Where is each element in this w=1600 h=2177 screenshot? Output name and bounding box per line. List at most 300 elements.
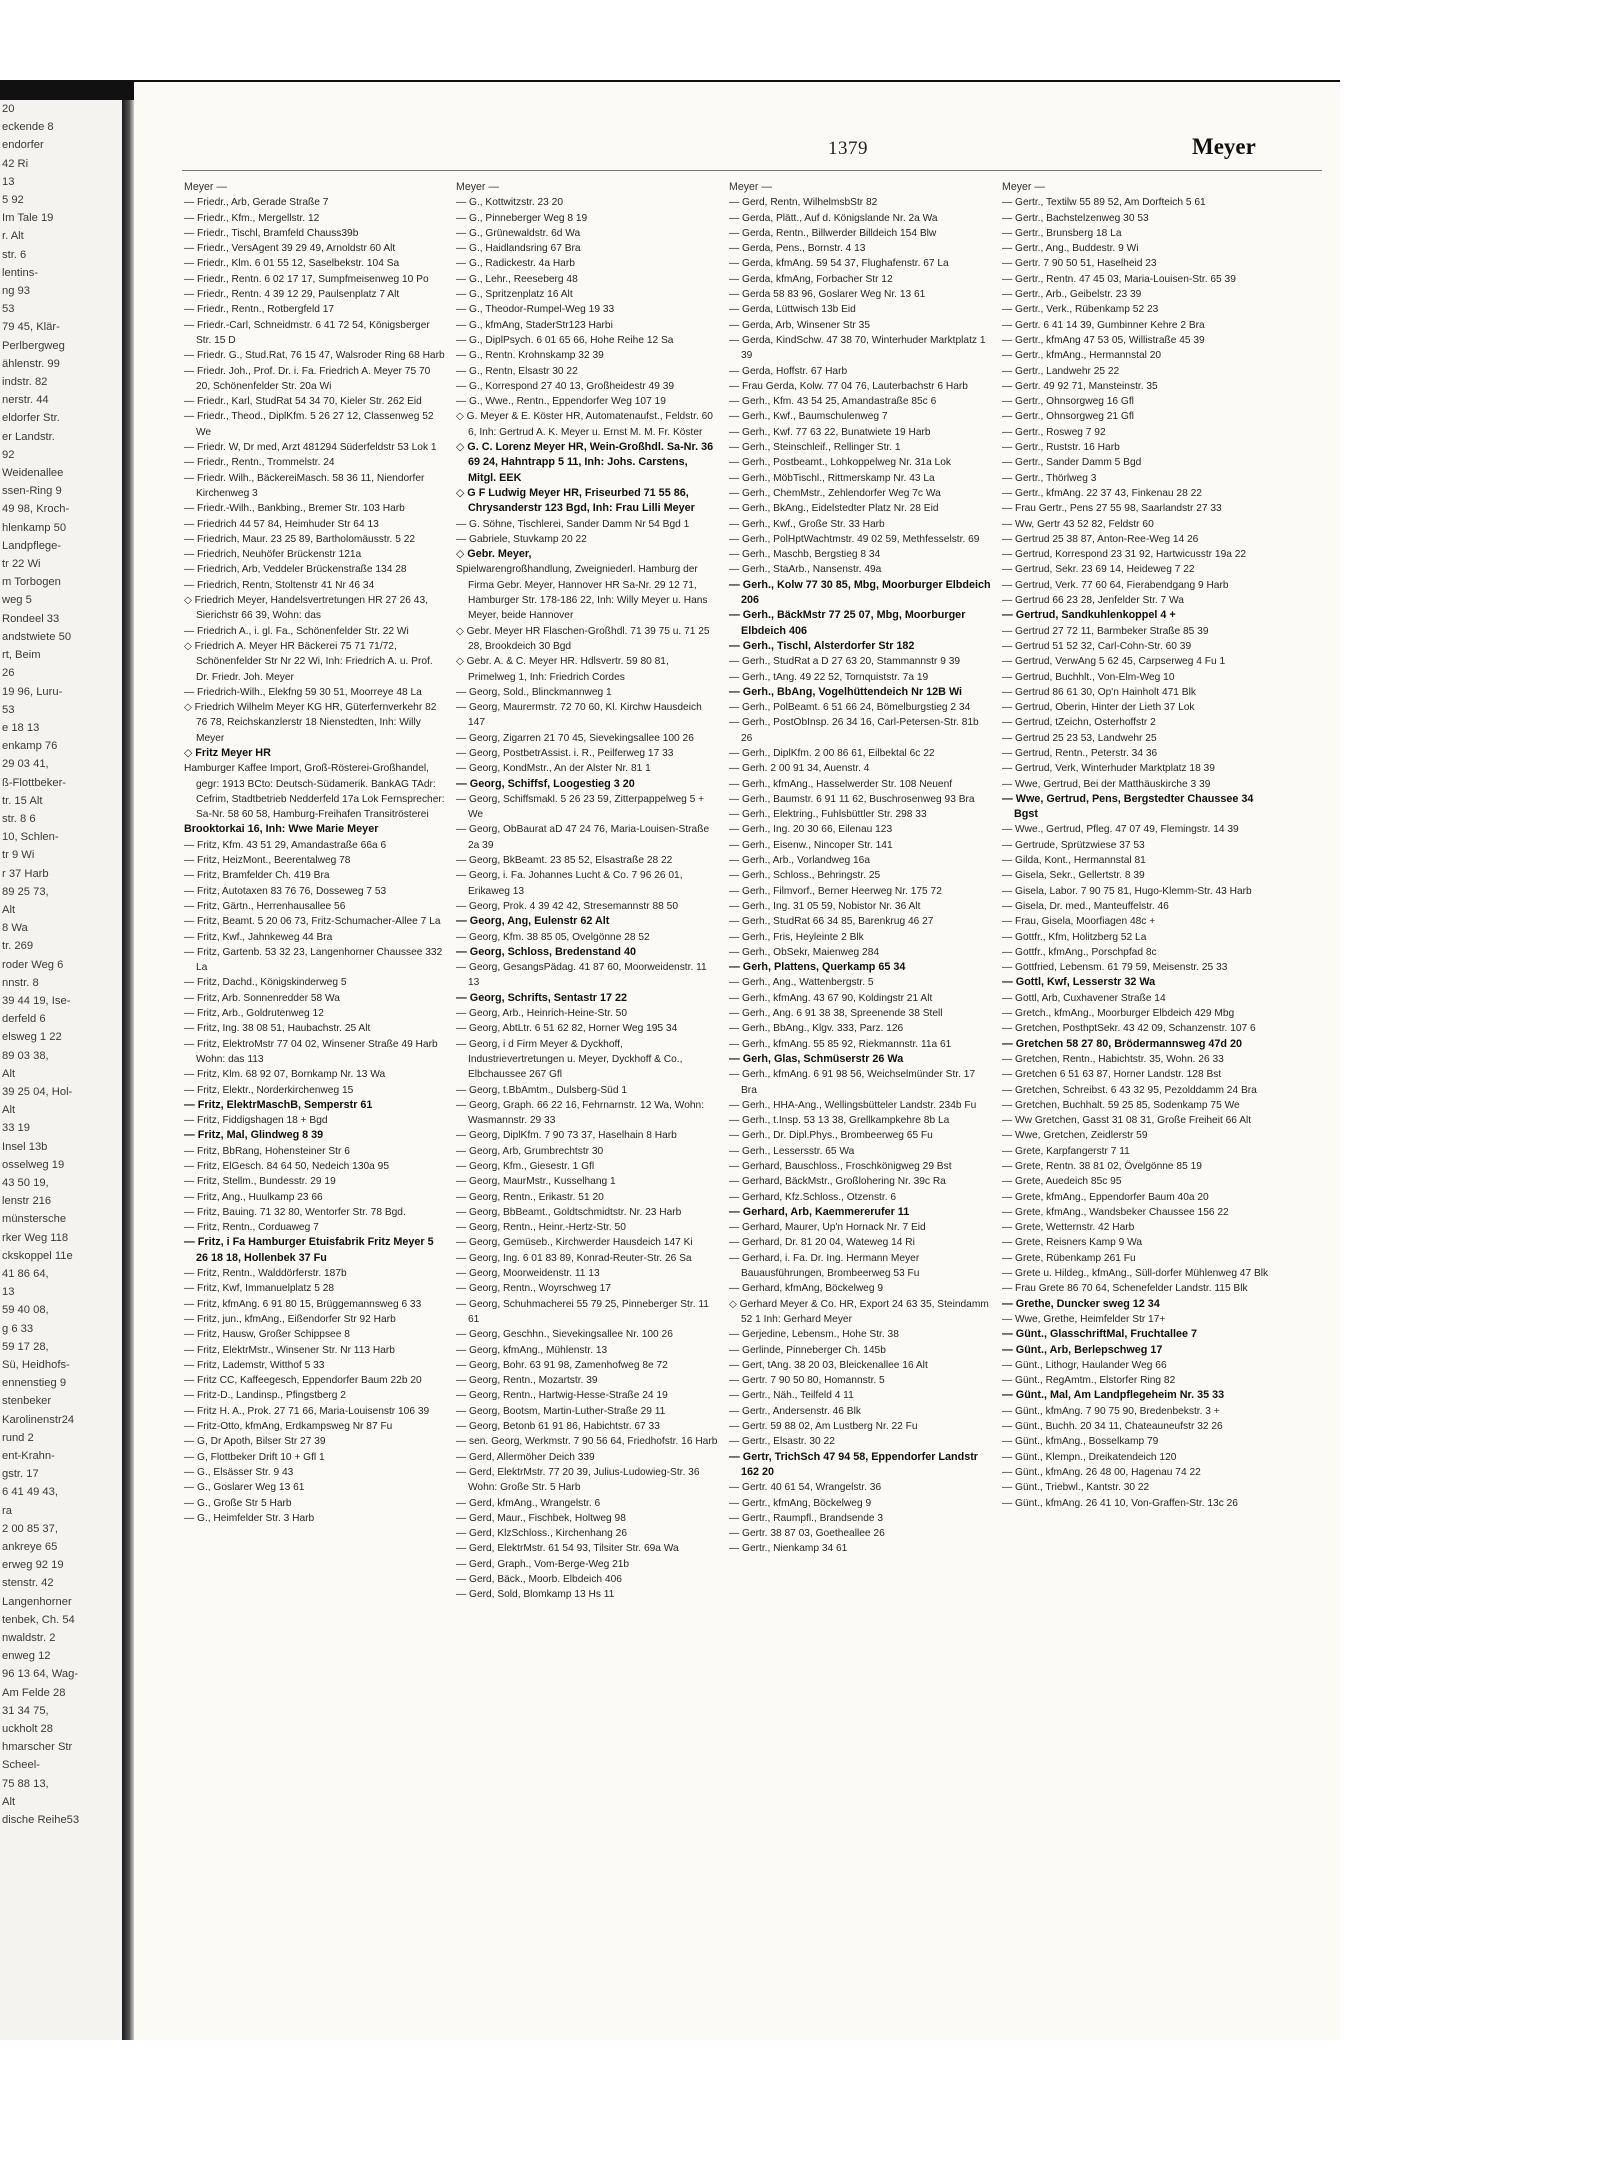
directory-entry: — Georg, PostbetrAssist. i. R., Peilferweg 17 33 bbox=[456, 747, 674, 759]
directory-entry: — Fritz, BbRang, Hohensteiner Str 6 bbox=[184, 1145, 350, 1157]
directory-entry: — Friedr., Kfm., Mergellstr. 12 bbox=[184, 212, 320, 224]
directory-entry: — Georg, Rentn., Woyrschweg 17 bbox=[456, 1283, 611, 1295]
directory-entry: — G., kfmAng, StaderStr123 Harbi bbox=[456, 319, 613, 331]
directory-entry: — Gerh., HHA-Ang., Wellingsbütteler Landstr. 234b Fu bbox=[729, 1099, 977, 1111]
directory-entry: — Gertr., Sander Damm 5 Bgd bbox=[1002, 457, 1142, 469]
directory-entry: — Fritz, Gartenb. 53 32 23, Langenhorner Chaussee 332 La bbox=[184, 946, 443, 974]
directory-entry: — Georg, Ing. 6 01 83 89, Konrad-Reuter-Str. 26 Sa bbox=[456, 1252, 692, 1264]
directory-entry: — Grete, Auedeich 85c 95 bbox=[1002, 1176, 1122, 1188]
directory-entry: — Fritz, Elektr., Norderkirchenweg 15 bbox=[184, 1084, 354, 1096]
directory-entry: — Gerh., Lessersstr. 65 Wa bbox=[729, 1145, 855, 1157]
facing-page-fragment: nwaldstr. 2 bbox=[2, 1632, 56, 1645]
directory-entry: — Gerd, Graph., Vom-Berge-Weg 21b bbox=[456, 1558, 630, 1570]
directory-column-1 bbox=[184, 180, 446, 2030]
directory-entry: — Gerh., Postbeamt., Lohkoppelweg Nr. 31a Lok bbox=[729, 457, 951, 469]
directory-entry: — Fritz CC, Kaffeegesch, Eppendorfer Baum 22b 20 bbox=[184, 1375, 422, 1387]
facing-page-fragment: gstr. 17 bbox=[2, 1468, 39, 1481]
directory-entry: — Gretch., kfmAng., Moorburger Elbdeich 429 Mbg bbox=[1002, 1008, 1235, 1020]
directory-entry: — Gerh., Kfm. 43 54 25, Amandastraße 85c 6 bbox=[729, 396, 937, 408]
facing-page-fragment: r. Alt bbox=[2, 230, 24, 243]
facing-page-fragment: 96 13 64, Wag- bbox=[2, 1668, 79, 1681]
directory-entry: — Gertrud, Verk. 77 60 64, Fierabendgang 9 Harb bbox=[1002, 579, 1229, 591]
facing-page-fragment: erweg 92 19 bbox=[2, 1559, 64, 1572]
directory-entry: — Fritz, ElektrMaschB, Semperstr 61 bbox=[184, 1098, 373, 1111]
directory-entry: — Georg, Ang, Eulenstr 62 Alt bbox=[456, 915, 610, 928]
directory-entry: — Ww, Gertr 43 52 82, Feldstr 60 bbox=[1002, 518, 1154, 530]
facing-page-fragment: ssen-Ring 9 bbox=[2, 485, 62, 498]
directory-entry: — Gertr., Nienkamp 34 61 bbox=[729, 1543, 848, 1555]
directory-entry: Brooktorkai 16, Inh: Wwe Marie Meyer bbox=[184, 823, 379, 836]
directory-entry: — Fritz, Beamt. 5 20 06 73, Fritz-Schumacher-Allee 7 La bbox=[184, 916, 441, 928]
directory-entry: — Wwe, Gertrud, Bei der Matthäuskirche 3 39 bbox=[1002, 778, 1211, 790]
directory-entry: — Friedr., Theod., DiplKfm. 5 26 27 12, Classenweg 52 We bbox=[184, 411, 434, 438]
directory-entry: ◇ G. Meyer & E. Köster HR, Automatenaufst., Feldstr. 60 6, Inh: Gertrud A. K. Meyer u. Ernst M. M. Fr. Köster bbox=[456, 411, 713, 438]
facing-page-fragment: 2 00 85 37, bbox=[2, 1522, 58, 1535]
directory-entry: — Grete, Rübenkamp 261 Fu bbox=[1002, 1252, 1136, 1264]
directory-entry: — Georg, Schuhmacherei 55 79 25, Pinneberger Str. 11 61 bbox=[456, 1298, 709, 1325]
directory-entry: — Friedr., Arb, Gerade Straße 7 bbox=[184, 197, 329, 209]
facing-page-fragment: 20 bbox=[2, 103, 15, 115]
directory-entry: — Gerh., Tischl, Alsterdorfer Str 182 bbox=[729, 639, 915, 652]
directory-entry: — Gertr., Elsastr. 30 22 bbox=[729, 1436, 835, 1448]
facing-page-fragment: rker Weg 118 bbox=[2, 1231, 69, 1244]
facing-page-fragment: 59 17 28, bbox=[2, 1340, 49, 1353]
facing-page-fragment: endorfer bbox=[2, 139, 44, 152]
column-header: Meyer — bbox=[729, 181, 772, 193]
directory-entry: — Fritz, HeizMont., Beerentalweg 78 bbox=[184, 855, 351, 867]
facing-page-fragment: 26 bbox=[2, 667, 15, 680]
directory-entry: — Grethe, Duncker sweg 12 34 bbox=[1002, 1297, 1160, 1310]
directory-entry: — Fritz, ElGesch. 84 64 50, Nedeich 130a 95 bbox=[184, 1161, 389, 1172]
facing-page-fragment: ckskoppel 11e bbox=[2, 1249, 73, 1262]
directory-entry: — Gertr, TrichSch 47 94 58, Eppendorfer Landstr 162 20 bbox=[729, 1450, 979, 1478]
directory-entry: ◇ Gebr. Meyer HR Flaschen-Großhdl. 71 39 75 u. 71 25 28, Brookdeich 30 Bgd bbox=[456, 625, 710, 652]
directory-entry: — Fritz, Stellm., Bundesstr. 29 19 bbox=[184, 1176, 336, 1188]
directory-entry: — Georg, AbtLtr. 6 51 62 82, Horner Weg 195 34 bbox=[456, 1023, 678, 1035]
directory-entry: — Fritz, Autotaxen 83 76 76, Dosseweg 7 53 bbox=[184, 885, 387, 897]
directory-entry: — Gerh., Ang. 6 91 38 38, Spreenende 38 Stell bbox=[729, 1008, 943, 1020]
facing-page-fragment: dische Reihe53 bbox=[2, 1814, 80, 1827]
directory-entry: — Grete, kfmAng., Eppendorfer Baum 40a 20 bbox=[1002, 1191, 1209, 1203]
facing-page-fragment: tr 22 Wi bbox=[2, 558, 41, 571]
directory-entry: — Gerh., StudRat 66 34 85, Barenkrug 46 27 bbox=[729, 916, 934, 928]
directory-entry: — G., Radickestr. 4a Harb bbox=[456, 258, 575, 270]
directory-entry: — Grete, Wetternstr. 42 Harb bbox=[1002, 1222, 1135, 1234]
directory-entry: — G., Wwe., Rentn., Eppendorfer Weg 107 19 bbox=[456, 396, 666, 408]
directory-column-2 bbox=[456, 180, 718, 2030]
facing-page-fragment: tenbek, Ch. 54 bbox=[2, 1613, 75, 1626]
directory-entry: — Gerd, ElektrMstr. 61 54 93, Tilsiter Str. 69a Wa bbox=[456, 1543, 679, 1555]
directory-entry: — Fritz, Arb., Goldrutenweg 12 bbox=[184, 1008, 324, 1020]
directory-entry: — Fritz-Otto, kfmAng, Erdkampsweg Nr 87 Fu bbox=[184, 1421, 393, 1433]
facing-page-fragment: 41 86 64, bbox=[2, 1268, 49, 1280]
directory-entry: — Gertrud, Buchhlt., Von-Elm-Weg 10 bbox=[1002, 671, 1175, 683]
directory-entry: — Friedr. Joh., Prof. Dr. i. Fa. Friedrich A. Meyer 75 70 20, Schönenfelder Str. 20a Wi bbox=[184, 365, 431, 392]
directory-entry: — Frau, Gisela, Moorfiagen 48c + bbox=[1002, 916, 1156, 928]
facing-page-fragment: rund 2 bbox=[2, 1431, 34, 1444]
directory-entry: — Gertr., Bachstelzenweg 30 53 bbox=[1002, 212, 1149, 224]
directory-entry: — Gertrud 51 52 32, Carl-Cohn-Str. 60 39 bbox=[1002, 640, 1192, 652]
directory-entry: — Günt., Arb, Berlepschweg 17 bbox=[1002, 1343, 1163, 1356]
directory-entry: — Gisela, Dr. med., Manteuffelstr. 46 bbox=[1002, 900, 1169, 912]
directory-entry: — Fritz-D., Landinsp., Pfingstberg 2 bbox=[184, 1390, 346, 1402]
directory-entry: — Frau Gerda, Kolw. 77 04 76, Lauterbachstr 6 Harb bbox=[729, 380, 968, 392]
directory-entry: — Georg, Kfm., Giesestr. 1 Gfl bbox=[456, 1161, 595, 1172]
directory-entry: — Gertr., Ang., Buddestr. 9 Wi bbox=[1002, 243, 1139, 255]
directory-entry: — Gerd, Rentn, WilhelmsbStr 82 bbox=[729, 197, 878, 209]
directory-entry: — Gertr. 7 90 50 80, Homannstr. 5 bbox=[729, 1375, 885, 1387]
directory-entry: — Gerda, kfmAng, Forbacher Str 12 bbox=[729, 273, 893, 285]
directory-entry: — Wwe, Gertrud, Pens, Bergstedter Chaussee 34 Bgst bbox=[1002, 792, 1254, 821]
directory-entry: — Gerh., Maschb, Bergstieg 8 34 bbox=[729, 549, 881, 561]
directory-entry: — Fritz, Ing. 38 08 51, Haubachstr. 25 Alt bbox=[184, 1023, 371, 1035]
directory-entry: — Friedrich, Maur. 23 25 89, Bartholomäusstr. 5 22 bbox=[184, 533, 416, 545]
facing-page-fragment: eldorfer Str. bbox=[2, 412, 60, 425]
directory-entry: — Friedr., Rentn. 4 39 12 29, Paulsenplatz 7 Alt bbox=[184, 289, 400, 301]
directory-entry: — Gerd, ElektrMstr. 77 20 39, Julius-Ludowieg-Str. 36 Wohn: Große Str. 5 Harb bbox=[456, 1466, 700, 1494]
directory-entry: — Gottfried, Lebensm. 61 79 59, Meisenstr. 25 33 bbox=[1002, 962, 1228, 974]
directory-entry: — Gottl, Arb, Cuxhavener Straße 14 bbox=[1002, 992, 1166, 1004]
directory-entry: — Friedr. Wilh., BäckereiMasch. 58 36 11, Niendorfer Kirchenweg 3 bbox=[184, 472, 425, 499]
directory-entry: — Gerh., Steinschleif., Rellinger Str. 1 bbox=[729, 442, 901, 454]
directory-entry: — G., Spritzenplatz 16 Alt bbox=[456, 289, 573, 301]
directory-entry: — Gertr., kfmAng., Hermannstal 20 bbox=[1002, 350, 1162, 362]
directory-entry: — Gerh., kfmAng. 43 67 90, Koldingstr 21 Alt bbox=[729, 992, 933, 1004]
directory-entry: — Gerh., t.Insp. 53 13 38, Grellkampkehre 8b La bbox=[729, 1115, 950, 1127]
directory-entry: — Günt., GlasschriftMal, Fruchtallee 7 bbox=[1002, 1328, 1197, 1341]
facing-page-fragment: ng 93 bbox=[2, 285, 30, 298]
directory-entry: — Gertrud 27 72 11, Barmbeker Straße 85 39 bbox=[1002, 625, 1209, 637]
directory-entry: — Georg, Schrifts, Sentastr 17 22 bbox=[456, 991, 628, 1004]
directory-entry: — Günt., Mal, Am Landpflegeheim Nr. 35 33 bbox=[1002, 1389, 1225, 1402]
directory-entry: — Friedr., Karl, StudRat 54 34 70, Kieler Str. 262 Eid bbox=[184, 396, 422, 408]
directory-entry: — Gerh., Kwf., Baumschulenweg 7 bbox=[729, 411, 888, 423]
directory-entry: — Gottfr., kfmAng., Porschpfad 8c bbox=[1002, 946, 1157, 958]
directory-entry: — Fritz, Arb. Sonnenredder 58 Wa bbox=[184, 992, 340, 1004]
directory-entry: — Gerd, Sold, Blomkamp 13 Hs 11 bbox=[456, 1589, 615, 1601]
directory-entry: — Gerhard, i. Fa. Dr. Ing. Hermann Meyer Bauausführungen, Brombeerweg 53 Fu bbox=[729, 1252, 920, 1280]
directory-entry: — Friedr., Rentn., Rotbergfeld 17 bbox=[184, 304, 335, 316]
directory-entry: — Georg, Rentn., Hartwig-Hesse-Straße 24 19 bbox=[456, 1390, 668, 1402]
directory-entry: — Georg, Schiffsmakl. 5 26 23 59, Zitterpappelweg 5 + We bbox=[456, 793, 705, 821]
facing-page-fragment: enweg 12 bbox=[2, 1650, 51, 1663]
facing-page-fragment: 53 bbox=[2, 703, 15, 716]
directory-entry: — Gertrud, Korrespond 23 31 92, Hartwicusstr 19a 22 bbox=[1002, 549, 1247, 561]
directory-entry: — Gerh., kfmAng. 55 85 92, Riekmannstr. 11a 61 bbox=[729, 1038, 952, 1050]
directory-entry: — Georg, Graph. 66 22 16, Fehrnarnstr. 12 Wa, Wohn: Wasmannstr. 29 33 bbox=[456, 1099, 705, 1127]
directory-entry: — Georg, Sold., Blinckmannweg 1 bbox=[456, 686, 612, 698]
directory-entry: — Gerh., Schloss., Behringstr. 25 bbox=[729, 870, 881, 882]
facing-page-fragment: Landpflege- bbox=[2, 539, 62, 552]
directory-entry: — Fritz, Bauing. 71 32 80, Wentorfer Str. 78 Bgd. bbox=[184, 1206, 406, 1218]
facing-page-fragment: ent-Krahn- bbox=[2, 1450, 55, 1463]
facing-page-fragment: stenstr. 42 bbox=[2, 1577, 54, 1590]
directory-entry: — Gretchen, Buchhalt. 59 25 85, Sodenkamp 75 We bbox=[1002, 1099, 1240, 1111]
directory-entry: — Günt., RegAmtm., Elstorfer Ring 82 bbox=[1002, 1375, 1176, 1387]
directory-entry: ◇ Gebr. A. & C. Meyer HR. Hdlsvertr. 59 80 81, Primelweg 1, Inh: Friedrich Cordes bbox=[456, 656, 669, 683]
directory-entry: — Gertr. 59 88 02, Am Lustberg Nr. 22 Fu bbox=[729, 1421, 918, 1433]
directory-entry: — Gerhard, Dr. 81 20 04, Wateweg 14 Ri bbox=[729, 1237, 915, 1249]
facing-page-fragment: 13 bbox=[2, 1286, 15, 1299]
facing-page-fragment: Insel 13b bbox=[2, 1140, 48, 1153]
directory-entry: — Günt., kfmAng. 26 41 10, Von-Graffen-Str. 13c 26 bbox=[1002, 1497, 1238, 1509]
facing-page-fragment: Alt bbox=[2, 903, 16, 916]
directory-entry: — Gertr., Brunsberg 18 La bbox=[1002, 227, 1122, 239]
facing-page-fragment: 79 45, Klär- bbox=[2, 321, 60, 334]
directory-entry: — Gertr. 7 90 50 51, Haselheid 23 bbox=[1002, 258, 1157, 270]
directory-entry: — Fritz, Ang., Huulkamp 23 66 bbox=[184, 1191, 323, 1203]
directory-entry: — Gerda, Hoffstr. 67 Harb bbox=[729, 365, 848, 377]
directory-entry: — G, Flottbeker Drift 10 + Gfl 1 bbox=[184, 1451, 325, 1463]
directory-entry: — Gerd, kfmAng., Wrangelstr. 6 bbox=[456, 1497, 601, 1509]
facing-page-fragment: münstersche bbox=[2, 1213, 67, 1226]
directory-entry: — Gerh., Arb., Vorlandweg 16a bbox=[729, 855, 871, 867]
facing-page-fragment: str. 6 bbox=[2, 248, 27, 261]
running-head: Meyer bbox=[1192, 134, 1256, 159]
directory-column-3 bbox=[729, 180, 991, 2030]
directory-entry: — Friedr., Rentn. 6 02 17 17, Sumpfmeisenweg 10 Po bbox=[184, 273, 429, 285]
directory-entry: — Gerh., ObSekr, Maienweg 284 bbox=[729, 946, 880, 958]
directory-entry: — Gerh. 2 00 91 34, Auenstr. 4 bbox=[729, 763, 870, 775]
directory-entry: — Fritz, Lademstr, Witthof 5 33 bbox=[184, 1359, 325, 1371]
directory-entry: — Gertrud 86 61 30, Op'n Hainholt 471 Blk bbox=[1002, 686, 1196, 698]
directory-entry: — Gerh., BkAng., Eidelstedter Platz Nr. 28 Eid bbox=[729, 503, 939, 515]
directory-entry: — Gisela, Sekr., Gellertstr. 8 39 bbox=[1002, 870, 1145, 882]
directory-entry: — Fritz, Bramfelder Ch. 419 Bra bbox=[184, 870, 330, 882]
directory-entry: — G., Rentn, Elsastr 30 22 bbox=[456, 365, 578, 377]
directory-entry: — Gerh., Fris, Heyleinte 2 Blk bbox=[729, 931, 864, 943]
directory-entry: — Ww Gretchen, Gasst 31 08 31, Große Freiheit 66 Alt bbox=[1002, 1115, 1252, 1127]
directory-entry: — Friedrich, Neuhöfer Brückenstr 121a bbox=[184, 549, 362, 561]
directory-entry: — Gerh., BbAng, Vogelhüttendeich Nr 12B Wi bbox=[729, 685, 963, 698]
facing-page-fragment: tr. 15 Alt bbox=[2, 794, 43, 807]
directory-entry: — Friedr. W, Dr med, Arzt 481294 Süderfeldstr 53 Lok 1 bbox=[184, 442, 437, 454]
directory-entry: — G., Korrespond 27 40 13, Großheidestr 49 39 bbox=[456, 380, 675, 392]
directory-entry: — Gertrud, tZeichn, Osterhoffstr 2 bbox=[1002, 717, 1156, 729]
directory-entry: — Friedr., Tischl, Bramfeld Chauss39b bbox=[184, 227, 359, 239]
directory-entry: — G. Söhne, Tischlerei, Sander Damm Nr 54 Bgd 1 bbox=[456, 518, 690, 530]
facing-page-fragment: ennenstieg 9 bbox=[2, 1377, 67, 1390]
directory-entry: — Fritz, Rentn., Corduaweg 7 bbox=[184, 1222, 319, 1234]
directory-entry: — Gisela, Labor. 7 90 75 81, Hugo-Klemm-Str. 43 Harb bbox=[1002, 885, 1252, 897]
facing-page-fragment: derfeld 6 bbox=[2, 1013, 46, 1026]
directory-entry: — Gerda, Arb, Winsener Str 35 bbox=[729, 319, 870, 331]
facing-page-fragment: tr. 269 bbox=[2, 940, 34, 953]
directory-entry: — Gerh., StaArb., Nansenstr. 49a bbox=[729, 564, 882, 576]
directory-entry: — Gerh., Kwf. 77 63 22, Bunatwiete 19 Harb bbox=[729, 426, 931, 438]
facing-page-fragment: Rondeel 33 bbox=[2, 612, 60, 625]
directory-entry: — sen. Georg, Werkmstr. 7 90 56 64, Friedhofstr. 16 Harb bbox=[456, 1436, 718, 1448]
directory-entry: — Gretchen, PosthptSekr. 43 42 09, Schanzenstr. 107 6 bbox=[1002, 1023, 1256, 1035]
directory-entry: Hamburger Kaffee Import, Groß-Rösterei-Großhandel, gegr: 1913 BCto: Deutsch-Südamerik. BankAG TAdr: Cefrim, Stadtbetrieb Nedderfeld 17a Lok Fernsprecher: Sa-Nr. 58 60 58, Hamburg-Freihafen Transitrösterei bbox=[184, 763, 445, 821]
directory-entry: — Gertrud, Verk, Winterhuder Marktplatz 18 39 bbox=[1002, 763, 1215, 775]
directory-entry: — Gerhard, BäckMstr., Großlohering Nr. 39c Ra bbox=[729, 1176, 946, 1188]
directory-entry: — Friedr., Klm. 6 01 55 12, Saselbekstr. 104 Sa bbox=[184, 258, 400, 270]
facing-page-fragment: nnstr. 8 bbox=[2, 976, 39, 989]
directory-entry: — G, Dr Apoth, Bilser Str 27 39 bbox=[184, 1436, 326, 1448]
directory-entry: — Friedrich A., i. gl. Fa., Schönenfelder Str. 22 Wi bbox=[184, 625, 409, 637]
directory-entry: — Georg, Prok. 4 39 42 42, Stresemannstr 88 50 bbox=[456, 900, 678, 912]
directory-entry: — Gertr., Landwehr 25 22 bbox=[1002, 365, 1120, 377]
directory-entry: — Gerhard, Maurer, Up'n Hornack Nr. 7 Eid bbox=[729, 1222, 926, 1234]
directory-entry: — Friedrich 44 57 84, Heimhuder Str 64 13 bbox=[184, 518, 379, 530]
directory-entry: — Friedr., VersAgent 39 29 49, Arnoldstr 60 Alt bbox=[184, 243, 396, 255]
directory-entry: — Günt., Lithogr, Haulander Weg 66 bbox=[1002, 1359, 1167, 1371]
directory-entry: — Gertr., Thörlweg 3 bbox=[1002, 472, 1097, 484]
directory-entry: ◇ Gerhard Meyer & Co. HR, Export 24 63 35, Steindamm 52 1 Inh: Gerhard Meyer bbox=[729, 1298, 989, 1325]
directory-entry: — Gertr., Ohnsorgweg 16 Gfl bbox=[1002, 396, 1134, 408]
directory-entry: — Georg, t.BbAmtm., Dulsberg-Süd 1 bbox=[456, 1084, 627, 1096]
directory-entry: — G., Elsässer Str. 9 43 bbox=[184, 1466, 294, 1478]
directory-entry: — Gertr., kfmAng, Böckelweg 9 bbox=[729, 1497, 872, 1509]
directory-entry: — Wwe, Gretchen, Zeidlerstr 59 bbox=[1002, 1130, 1148, 1142]
directory-entry: — G., Theodor-Rumpel-Weg 19 33 bbox=[456, 304, 615, 316]
directory-entry: — Fritz, jun., kfmAng., Eißendorfer Str 92 Harb bbox=[184, 1313, 396, 1325]
directory-entry: — Günt., kfmAng. 26 48 00, Hagenau 74 22 bbox=[1002, 1466, 1201, 1478]
directory-entry: — Günt., Buchh. 20 34 11, Chateauneufstr 32 26 bbox=[1002, 1421, 1223, 1433]
directory-entry: — Gertr., kfmAng. 22 37 43, Finkenau 28 22 bbox=[1002, 487, 1202, 499]
directory-entry: — Gertrud 25 38 87, Anton-Ree-Weg 14 26 bbox=[1002, 533, 1199, 545]
directory-entry: — Gerh., Filmvorf., Berner Heerweg Nr. 175 72 bbox=[729, 885, 942, 897]
directory-entry: — Grete u. Hildeg., kfmAng., Süll-dorfer Mühlenweg 47 Blk bbox=[1002, 1268, 1269, 1280]
directory-entry: — G., Grünewaldstr. 6d Wa bbox=[456, 227, 581, 239]
directory-entry: — Gerh., kfmAng., Hasselwerder Str. 108 Neuenf bbox=[729, 778, 953, 790]
directory-entry: — Georg, BkBeamt. 23 85 52, Elsastraße 28 22 bbox=[456, 855, 673, 867]
directory-entry: — Fritz, Fiddigshagen 18 + Bgd bbox=[184, 1115, 328, 1127]
directory-entry: — Gerh., StudRat a D 27 63 20, Stammannstr 9 39 bbox=[729, 656, 961, 668]
facing-page-fragment: 49 98, Kroch- bbox=[2, 503, 70, 516]
facing-page-fragment: 6 41 49 43, bbox=[2, 1486, 58, 1499]
directory-entry: — Gerh., DiplKfm. 2 00 86 61, Eilbektal 6c 22 bbox=[729, 747, 935, 759]
directory-entry: — Gertrud, Sekr. 23 69 14, Heideweg 7 22 bbox=[1002, 564, 1195, 576]
facing-page-fragment: 31 34 75, bbox=[2, 1704, 49, 1717]
facing-page-fragment: roder Weg 6 bbox=[2, 958, 64, 971]
facing-page-fragment: indstr. 82 bbox=[2, 376, 48, 389]
directory-entry: — Georg, Rentn., Heinr.-Hertz-Str. 50 bbox=[456, 1222, 626, 1234]
facing-page-fragment: 19 96, Luru- bbox=[2, 685, 63, 698]
directory-entry: — G., Kottwitzstr. 23 20 bbox=[456, 197, 564, 209]
facing-page-fragment: er Landstr. bbox=[2, 430, 55, 443]
directory-column-4 bbox=[1002, 180, 1272, 2030]
directory-entry: — Gerlinde, Pinneberger Ch. 145b bbox=[729, 1344, 886, 1356]
directory-entry: — Fritz H. A., Prok. 27 71 66, Maria-Louisenstr 106 39 bbox=[184, 1405, 430, 1417]
facing-page-fragment: rt, Beim bbox=[2, 649, 41, 662]
directory-entry: — Fritz, Rentn., Walddörferstr. 187b bbox=[184, 1268, 347, 1280]
directory-entry: — Gerh., PolBeamt. 6 51 66 24, Bömelburgstieg 2 34 bbox=[729, 702, 971, 714]
directory-entry: ◇ Gebr. Meyer, bbox=[456, 548, 532, 561]
facing-page-fragment: 39 44 19, Ise- bbox=[2, 994, 71, 1007]
directory-entry: — Gerh., PolHptWachtmstr. 49 02 59, Methfesselstr. 69 bbox=[729, 533, 980, 545]
directory-entry: — Gerh., tAng. 49 22 52, Tornquiststr. 7a 19 bbox=[729, 671, 929, 683]
directory-entry: — Friedrich, Rentn, Stoltenstr 41 Nr 46 34 bbox=[184, 579, 375, 591]
directory-entry: — Gertrud 66 23 28, Jenfelder Str. 7 Wa bbox=[1002, 595, 1184, 607]
directory-entry: — Georg, Moorweidenstr. 11 13 bbox=[456, 1268, 600, 1280]
directory-entry: — Gerh., BbAng., Klgv. 333, Parz. 126 bbox=[729, 1023, 904, 1035]
directory-entry: — Gerh, Glas, Schmüserstr 26 Wa bbox=[729, 1052, 904, 1065]
facing-page-fragment: lentins- bbox=[2, 266, 39, 279]
facing-page-fragment: eckende 8 bbox=[2, 121, 54, 134]
directory-entry: — Gertrud, Oberin, Hinter der Lieth 37 Lok bbox=[1002, 702, 1195, 714]
facing-page-fragment: Karolinenstr24 bbox=[2, 1413, 75, 1426]
directory-entry: — Fritz, Hausw, Großer Schippsee 8 bbox=[184, 1329, 350, 1341]
directory-entry: — Gerda, kfmAng. 59 54 37, Flughafenstr. 67 La bbox=[729, 258, 949, 270]
directory-entry: — Fritz, Kwf., Jahnkeweg 44 Bra bbox=[184, 931, 333, 943]
directory-entry: — Gerh, Plattens, Querkamp 65 34 bbox=[729, 961, 906, 974]
directory-entry: — Frau Gertr., Pens 27 55 98, Saarlandstr 27 33 bbox=[1002, 503, 1222, 515]
facing-page-fragment: Perlbergweg bbox=[2, 339, 65, 352]
directory-entry: — Gerda, Pens., Bornstr. 4 13 bbox=[729, 243, 866, 255]
directory-entry: — Fritz, ElektroMstr 77 04 02, Winsener Straße 49 Harb Wohn: das 113 bbox=[184, 1038, 438, 1065]
column-header: Meyer — bbox=[184, 181, 227, 193]
facing-page-fragment: 29 03 41, bbox=[2, 758, 49, 771]
facing-page-fragment: ra bbox=[2, 1504, 12, 1517]
directory-entry: — Georg, Kfm. 38 85 05, Ovelgönne 28 52 bbox=[456, 931, 650, 943]
directory-entry: — Georg, DiplKfm. 7 90 73 37, Haselhain 8 Harb bbox=[456, 1130, 677, 1142]
directory-entry: — Gerh., ChemMstr., Zehlendorfer Weg 7c Wa bbox=[729, 487, 941, 499]
facing-page-fragment: Am Felde 28 bbox=[2, 1686, 66, 1699]
directory-entry: — Georg, Maurermstr. 72 70 60, Kl. Kirchw Hausdeich 147 bbox=[456, 702, 702, 729]
directory-entry: — Gerda, Lüttwisch 13b Eid bbox=[729, 304, 856, 316]
facing-page-fragment: 89 25 73, bbox=[2, 885, 49, 898]
directory-entry: — G., Lehr., Reeseberg 48 bbox=[456, 273, 578, 285]
directory-entry: — Gerh., kfmAng. 6 91 98 56, Weichselmünder Str. 17 Bra bbox=[729, 1069, 976, 1096]
facing-page-fragment: ß-Flottbeker- bbox=[2, 776, 67, 789]
facing-page-fragment: uckholt 28 bbox=[2, 1723, 53, 1736]
directory-entry: — Gertrud 25 23 53, Landwehr 25 bbox=[1002, 732, 1157, 744]
column-header: Meyer — bbox=[1002, 181, 1045, 193]
facing-page-fragment: andstwiete 50 bbox=[2, 630, 72, 643]
directory-entry: ◇ Friedrich Meyer, Handelsvertretungen HR 27 26 43, Sierichstr 66 39, Wohn: das bbox=[184, 595, 428, 622]
facing-page-fragment: Alt bbox=[2, 1104, 16, 1117]
facing-page-fragment: lenstr 216 bbox=[2, 1195, 52, 1208]
facing-page-fragment: ählenstr. 99 bbox=[2, 357, 60, 370]
header-rule bbox=[182, 170, 1322, 171]
directory-entry: — Gertr. 40 61 54, Wrangelstr. 36 bbox=[729, 1482, 882, 1494]
facing-page-fragment: Sü, Heidhofs- bbox=[2, 1359, 70, 1372]
facing-page-fragment: 13 bbox=[2, 175, 15, 188]
facing-page-fragment: nerstr. 44 bbox=[2, 394, 49, 407]
directory-entry: — Georg, GesangsPädag. 41 87 60, Moorweidenstr. 11 13 bbox=[456, 962, 707, 989]
facing-page-fragment: 10, Schlen- bbox=[2, 831, 59, 844]
directory-entry: — Gerhard, kfmAng, Böckelweg 9 bbox=[729, 1283, 884, 1295]
directory-entry: — Georg, Bootsm, Martin-Luther-Straße 29 11 bbox=[456, 1405, 666, 1417]
facing-page-fragment: 53 bbox=[2, 303, 15, 316]
directory-entry: — Georg, Geschhn., Sievekingsallee Nr. 100 26 bbox=[456, 1329, 673, 1341]
facing-page-fragment: Im Tale 19 bbox=[2, 212, 54, 225]
directory-entry: — G., Große Str 5 Harb bbox=[184, 1497, 292, 1509]
directory-entry: ◇ Fritz Meyer HR bbox=[184, 746, 271, 759]
directory-entry: — Fritz, Gärtn., Herrenhausallee 56 bbox=[184, 900, 346, 912]
facing-page-fragment: m Torbogen bbox=[2, 576, 61, 589]
directory-entry: — Gerd, Maur., Fischbek, Holtweg 98 bbox=[456, 1512, 626, 1524]
directory-entry: — Gerhard, Arb, Kaemmererufer 11 bbox=[729, 1205, 910, 1218]
directory-entry: — Gertrud, Sandkuhlenkoppel 4 + bbox=[1002, 609, 1176, 622]
facing-page-fragment: hlenkamp 50 bbox=[2, 521, 67, 534]
directory-entry: — Günt., Triebwl., Kantstr. 30 22 bbox=[1002, 1482, 1150, 1494]
directory-entry: — Gerda, KindSchw. 47 38 70, Winterhuder Marktplatz 1 39 bbox=[729, 334, 986, 362]
book-gutter bbox=[122, 100, 134, 2040]
directory-entry: — Fritz, kfmAng. 6 91 80 15, Brüggemannsweg 6 33 bbox=[184, 1298, 422, 1310]
directory-entry: — Gertr., Rentn. 47 45 03, Maria-Louisen-Str. 65 39 bbox=[1002, 273, 1236, 285]
directory-entry: — Gertr., kfmAng 47 53 05, Willistraße 45 39 bbox=[1002, 334, 1205, 346]
directory-entry: — Gerda, Plätt., Auf d. Königslande Nr. 2a Wa bbox=[729, 212, 938, 224]
directory-entry: — Gilda, Kont., Hermannstal 81 bbox=[1002, 855, 1146, 867]
directory-entry: — Gertr., Ruststr. 16 Harb bbox=[1002, 442, 1120, 454]
directory-entry: — Wwe, Grethe, Heimfelder Str 17+ bbox=[1002, 1313, 1166, 1325]
directory-entry: — Fritz, ElektrMstr., Winsener Str. Nr 113 Harb bbox=[184, 1344, 395, 1356]
directory-entry: — Gerhard, Kfz.Schloss., Otzenstr. 6 bbox=[729, 1191, 897, 1203]
directory-entry: — G., Heimfelder Str. 3 Harb bbox=[184, 1512, 315, 1524]
